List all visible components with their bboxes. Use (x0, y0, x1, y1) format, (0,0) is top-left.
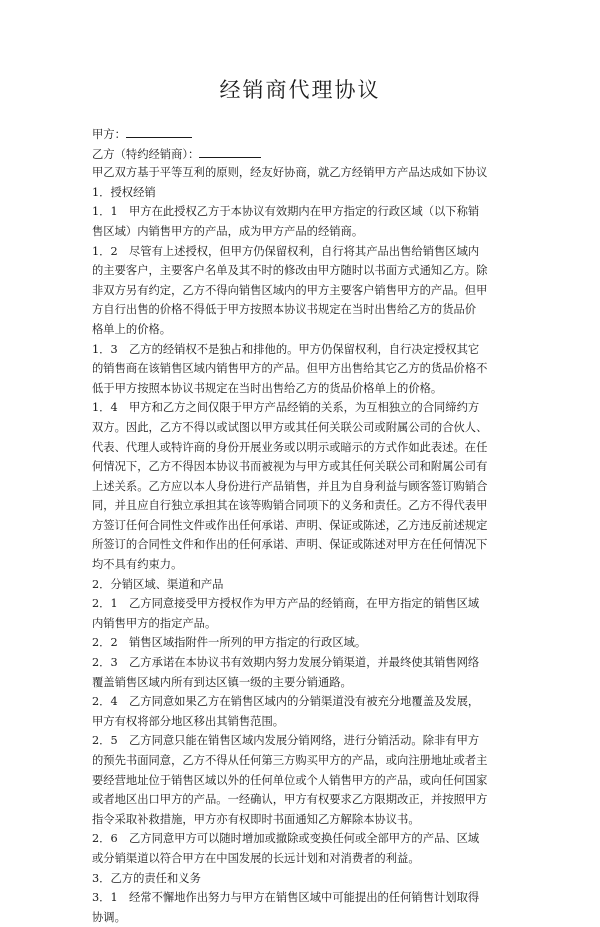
text-line: 非双方另有约定，乙方不得向销售区域内的甲方主要客户销售甲方的产品。但甲 (92, 283, 488, 297)
text-line: 2．5 乙方同意只能在销售区域内发展分销网络，进行分销活动。除非有甲方 (92, 734, 480, 748)
text-line: 1．3 乙方的经销权不是独占和排他的。甲方仍保留权利，自行决定授权其它 (92, 342, 480, 356)
party-b-line (92, 144, 512, 164)
text-line: 方自行出售的价格不得低于甲方按照本协议书规定在当时出售给乙方的货品价 (92, 303, 477, 317)
text-line: 2．2 销售区域指附件一所列的甲方指定的行政区域。 (92, 636, 367, 650)
text-line: 的预先书面同意，乙方不得从任何第三方购买甲方的产品，或向注册地址或者主 (92, 754, 488, 767)
text-line: 1．1 甲方在此授权乙方于本协议有效期内在甲方指定的行政区域（以下称销 (92, 205, 480, 219)
text-line: 或分销渠道以符合甲方在中国发展的长远计划和对消费者的利益。 (92, 851, 420, 865)
text-line: 甲乙双方基于平等互利的原则，经友好协商，就乙方经销甲方产品达成如下协议 (92, 166, 488, 180)
text-line: 方签订任何合同性文件或作出任何承诺、声明、保证或陈述，乙方违反前述规定 (92, 518, 488, 532)
text-line: 上述关系。乙方应以本人身份进行产品销售，并且为自身利益与顾客签订购销合 (92, 479, 488, 493)
text-line: 格单上的价格。 (92, 322, 172, 336)
text-line: 低于甲方按照本协议书规定在当时出售给乙方的货品价格单上的价格。 (92, 381, 443, 395)
text-line: 2．分销区域、渠道和产品 (92, 577, 224, 591)
text-line: 3．1 经常不懈地作出努力与甲方在销售区域中可能提出的任何销售计划取得 (92, 891, 480, 905)
text-line: 1．授权经销 (92, 185, 156, 199)
text-line: 双方。因此，乙方不得以或试图以甲方或其任何关联公司或附属公司的合伙人、 (92, 420, 488, 434)
document-body (92, 124, 512, 927)
document-lines (92, 163, 512, 927)
text-line: 1．2 尽管有上述授权，但甲方仍保留权利，自行将其产品出售给销售区域内 (92, 244, 480, 258)
text-line: 售区域）内销售甲方的产品，成为甲方产品的经销商。 (92, 224, 364, 238)
party-a-blank (126, 124, 192, 138)
text-line: 要经营地址位于销售区域以外的任何单位或个人销售甲方的产品，或向任何国家 (92, 773, 488, 787)
text-line: 甲方有权将部分地区移出其销售范围。 (92, 714, 285, 728)
text-line: 3．乙方的责任和义务 (92, 871, 201, 885)
party-b-label: 乙方（特约经销商）： (92, 147, 200, 161)
text-line: 2．3 乙方承诺在本协议书有效期内努力发展分销渠道，并最终使其销售网络 (92, 656, 480, 670)
text-line: 代表、代理人或特许商的身份开展业务或以明示或暗示的方式作如此表述。在任 (92, 440, 488, 454)
text-line: 协调。 (92, 910, 126, 924)
text-line: 2．4 乙方同意如果乙方在销售区域内的分销渠道没有被充分地覆盖及发展， (92, 695, 480, 709)
text-line: 2．6 乙方同意甲方可以随时增加或撤除或变换任何或全部甲方的产品、区域 (92, 832, 480, 846)
party-a-line (92, 124, 512, 144)
text-line: 2．1 乙方同意接受甲方授权作为甲方产品的经销商，在甲方指定的销售区域 (92, 597, 480, 611)
text-line: 指令采取补救措施，甲方亦有权即时书面通知乙方解除本协议书。 (92, 812, 420, 826)
text-line: 的主要客户，主要客户名单及其不时的修改由甲方随时以书面方式通知乙方。除 (92, 264, 488, 278)
text-line: 或者地区出口甲方的产品。一经确认，甲方有权要求乙方限期改正，并按照甲方 (92, 793, 488, 807)
party-a-label: 甲方： (92, 128, 126, 141)
text-line: 同，并且应自行独立承担其在该等购销合同项下的义务和责任。乙方不得代表甲 (92, 499, 488, 513)
text-line: 覆盖销售区域内所有到达区镇一级的主要分销通路。 (92, 675, 352, 689)
party-b-blank (199, 144, 261, 158)
text-line: 1．4 甲方和乙方之间仅限于甲方产品经销的关系，为互相独立的合同缔约方 (92, 401, 480, 415)
document-title: 经销商代理协议 (219, 78, 381, 102)
text-line: 何情况下，乙方不得因本协议书而被视为与甲方或其任何关联公司和附属公司有 (92, 460, 488, 474)
text-line: 内销售甲方的指定产品。 (92, 616, 217, 630)
text-line: 所签订的合同性文件和作出的任何承诺、声明、保证或陈述对甲方在任何情况下 (92, 538, 488, 552)
text-line: 的销售商在该销售区域内销售甲方的产品。但甲方出售给其它乙方的货品价格不 (92, 362, 488, 376)
text-line: 均不具有约束力。 (92, 558, 183, 572)
